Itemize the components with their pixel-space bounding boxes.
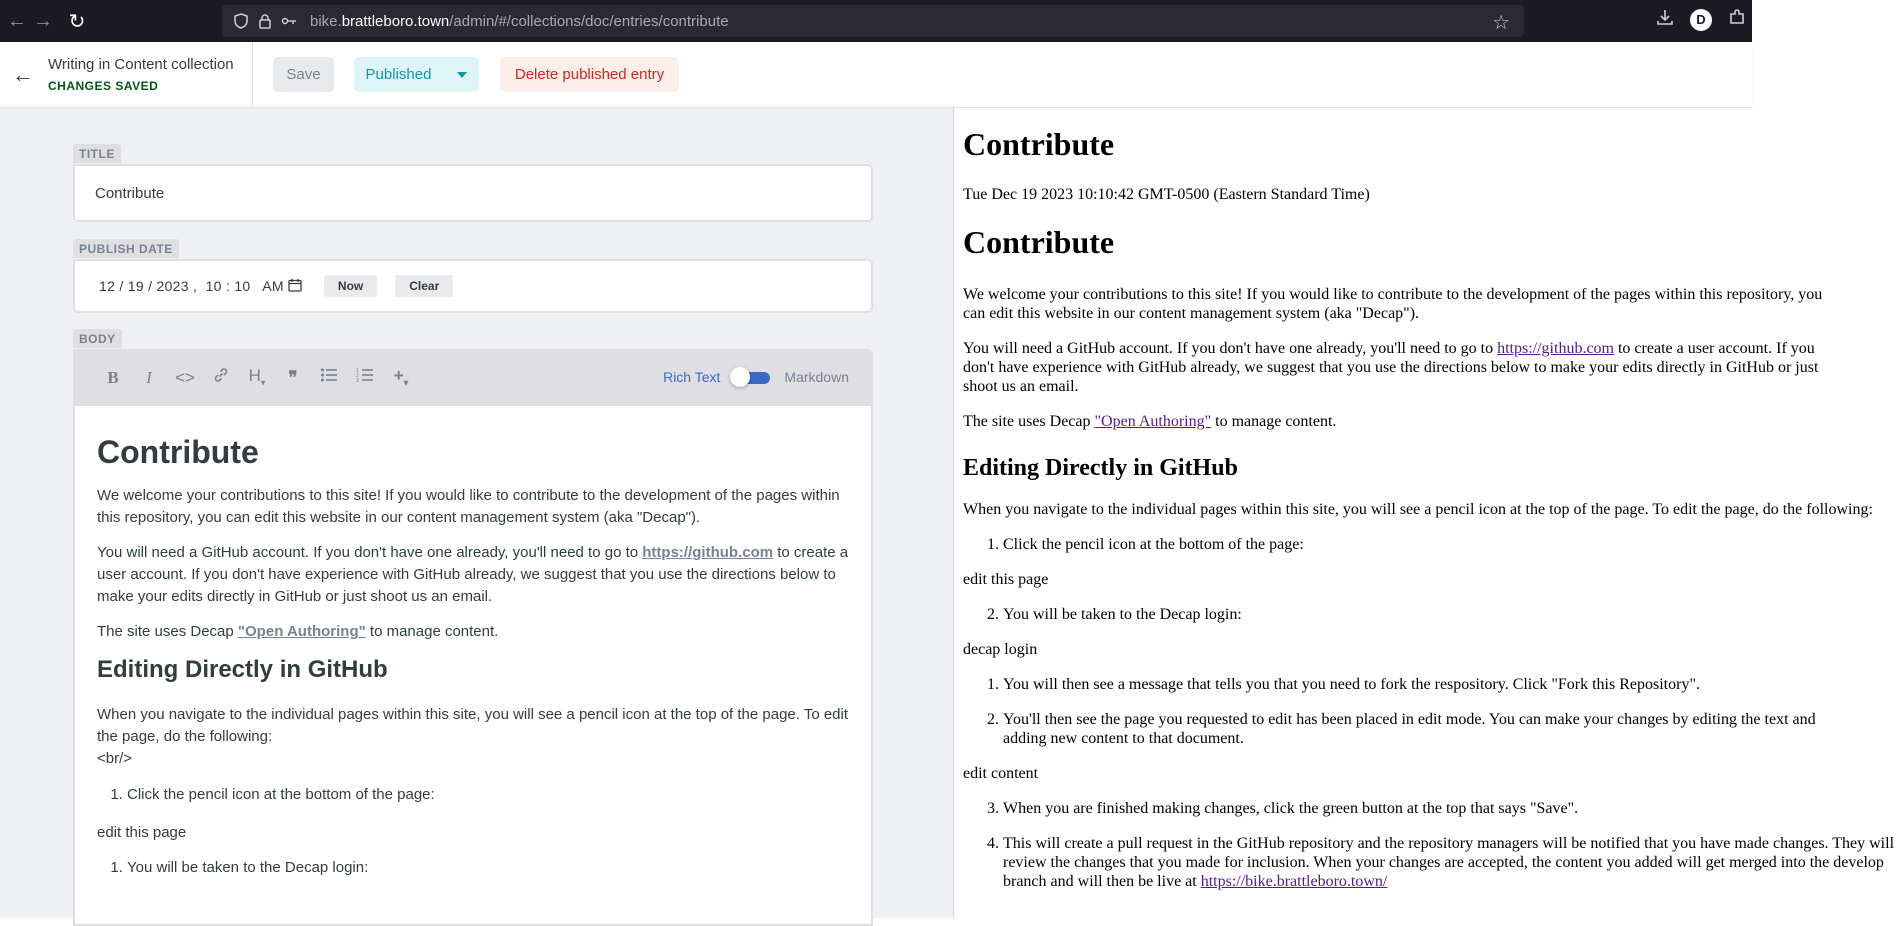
link-icon[interactable] [203, 366, 239, 389]
publish-date-field [73, 259, 873, 313]
preview-pane [954, 108, 1895, 918]
body-paragraph: When you navigate to the individual pages within this site, you will see a pencil icon at the top of the page. To edit the page, do the following: <br/> [97, 706, 849, 767]
published-label: Published [365, 66, 432, 83]
body-paragraph: The site uses Decap "Open Authoring" to manage content. [97, 623, 499, 640]
preview-list [963, 675, 1816, 748]
add-component-icon[interactable]: $+_▾$ [393, 366, 409, 388]
header-divider [252, 42, 253, 108]
body-rich-text-editor[interactable] [73, 406, 873, 926]
list-item: 1. You will be taken to the Decap login: [127, 857, 851, 879]
preview-paragraph: The site uses Decap "Open Authoring" to manage content. [963, 413, 1337, 430]
published-dropdown-button[interactable] [354, 57, 479, 92]
title-field-label: TITLE [73, 144, 121, 163]
quote-icon[interactable]: ❞ [288, 367, 298, 387]
list-item: 3. When you are finished making changes, click the green button at the top that says "Save". [1003, 799, 1752, 818]
italic-icon[interactable]: I [146, 367, 152, 387]
title-input[interactable]: Contribute [73, 164, 873, 222]
heading-icon[interactable]: $H_▾$ [248, 366, 266, 388]
save-button[interactable]: Save [273, 57, 334, 92]
editor-header [0, 42, 1752, 108]
markdown-label[interactable]: Markdown [784, 369, 849, 385]
body-subheading: Editing Directly in GitHub [97, 656, 388, 683]
body-editor-toolbar [73, 349, 873, 406]
list-item: 2. You will be taken to the Decap login: [1003, 605, 1752, 624]
svg-text:1: 1 [356, 368, 359, 374]
svg-text:3: 3 [356, 378, 359, 384]
publish-date-field-label: PUBLISH DATE [73, 239, 179, 258]
preview-paragraph: edit this page [963, 571, 1049, 588]
github-link[interactable]: https://github.com [642, 544, 774, 561]
preview-subheading: Editing Directly in GitHub [963, 455, 1238, 481]
back-to-collection-icon[interactable]: ← [12, 62, 34, 87]
numbered-list-icon[interactable] [347, 367, 383, 388]
list-item: 4. This will create a pull request in the GitHub repository and the repository managers will be notified that you have made changes. They will review the changes that you made for inclusion. When your changes are accepted, the content you added will get merged into the develop branch and will then be live at https://bike.brattleboro.town/ [1003, 834, 1903, 891]
preview-list [963, 605, 1752, 624]
reload-icon[interactable]: ↻ [68, 10, 86, 33]
body-list [97, 857, 851, 879]
svg-text:2: 2 [356, 373, 359, 379]
preview-list [963, 535, 1752, 554]
preview-title: Contribute [963, 126, 1115, 162]
bookmark-star-icon[interactable]: ☆ [1492, 12, 1510, 34]
calendar-icon[interactable] [288, 278, 302, 295]
body-heading: Contribute [97, 434, 259, 470]
account-avatar[interactable]: D [1690, 9, 1712, 31]
preview-heading: Contribute [963, 224, 1115, 260]
body-paragraph: We welcome your contributions to this site! If you would like to contribute to the development of the pages within this repository, you can edit this website in our content management system (aka "Decap"). [97, 487, 840, 526]
save-status: CHANGES SAVED [48, 79, 159, 93]
preview-paragraph: edit content [963, 765, 1039, 782]
editor-pane [0, 108, 953, 918]
list-item: 1. You will then see a message that tells you that you need to fork the respository. Click "Fork this Repository". [1003, 675, 1752, 694]
bold-icon[interactable]: B [107, 367, 119, 387]
body-paragraph: You will need a GitHub account. If you don't have one already, you'll need to go to https://github.com to create a user account. If you don't have experience with GitHub already, we suggest that you use the directions below to make your edits directly in GitHub or just shoot us an email. [97, 544, 849, 605]
forward-icon[interactable]: → [33, 9, 53, 32]
collection-info [48, 56, 234, 93]
preview-open-authoring-link[interactable]: "Open Authoring" [1094, 413, 1212, 430]
clear-button[interactable]: Clear [395, 275, 453, 297]
open-authoring-link[interactable]: "Open Authoring" [237, 623, 366, 640]
site-permissions-icon[interactable] [278, 10, 300, 32]
browser-toolbar [0, 0, 1752, 42]
editor-mode-switch [663, 367, 849, 387]
preview-paragraph: When you navigate to the individual pages within this site, you will see a pencil icon at the top of the page. To edit the page, do the following: [963, 501, 1873, 518]
preview-paragraph: You will need a GitHub account. If you don't have one already, you'll need to go to https://github.com to create a user account. If you don't have experience with GitHub already, we suggest that you use the directions below to make your edits directly in GitHub or just shoot us an email. [963, 340, 1819, 395]
preview-github-link[interactable]: https://github.com [1497, 340, 1614, 357]
shield-icon[interactable] [230, 10, 252, 32]
address-bar[interactable] [222, 5, 1524, 37]
extensions-icon[interactable] [1728, 8, 1746, 31]
body-list [97, 784, 851, 806]
url-text: bike.brattleboro.town/admin/#/collections/doc/entries/contribute [310, 12, 729, 30]
bulleted-list-icon[interactable] [311, 367, 347, 388]
chevron-down-icon[interactable] [457, 72, 467, 78]
preview-paragraph: decap login [963, 641, 1038, 658]
preview-paragraph: We welcome your contributions to this site! If you would like to contribute to the development of the pages within this repository, you can edit this website in our content management system (aka "Decap"). [963, 286, 1823, 322]
lock-icon[interactable] [254, 10, 276, 32]
list-item: 1. Click the pencil icon at the bottom of the page: [1003, 535, 1752, 554]
preview-list [963, 799, 1895, 891]
publish-date-input[interactable]: 12 / 19 / 2023 , 10 : 10 AM [99, 278, 284, 294]
code-icon[interactable]: <> [175, 367, 195, 387]
markdown-toggle[interactable] [730, 367, 770, 387]
body-paragraph: edit this page [97, 824, 187, 841]
rich-text-label[interactable]: Rich Text [663, 369, 721, 385]
downloads-icon[interactable] [1656, 8, 1674, 31]
list-item: 1. Click the pencil icon at the bottom of the page: [127, 784, 851, 806]
back-icon[interactable]: ← [7, 9, 27, 32]
preview-date: Tue Dec 19 2023 10:10:42 GMT-0500 (Eastern Standard Time) [963, 186, 1370, 203]
now-button[interactable]: Now [324, 275, 377, 297]
list-item: 2. You'll then see the page you requested to edit has been placed in edit mode. You can make your changes by editing the text and adding new content to that document. [1003, 710, 1863, 748]
collection-title: Writing in Content collection [48, 56, 234, 73]
delete-published-entry-button[interactable]: Delete published entry [500, 57, 679, 92]
preview-site-link[interactable]: https://bike.brattleboro.town/ [1200, 873, 1388, 890]
body-field-label: BODY [73, 329, 122, 348]
